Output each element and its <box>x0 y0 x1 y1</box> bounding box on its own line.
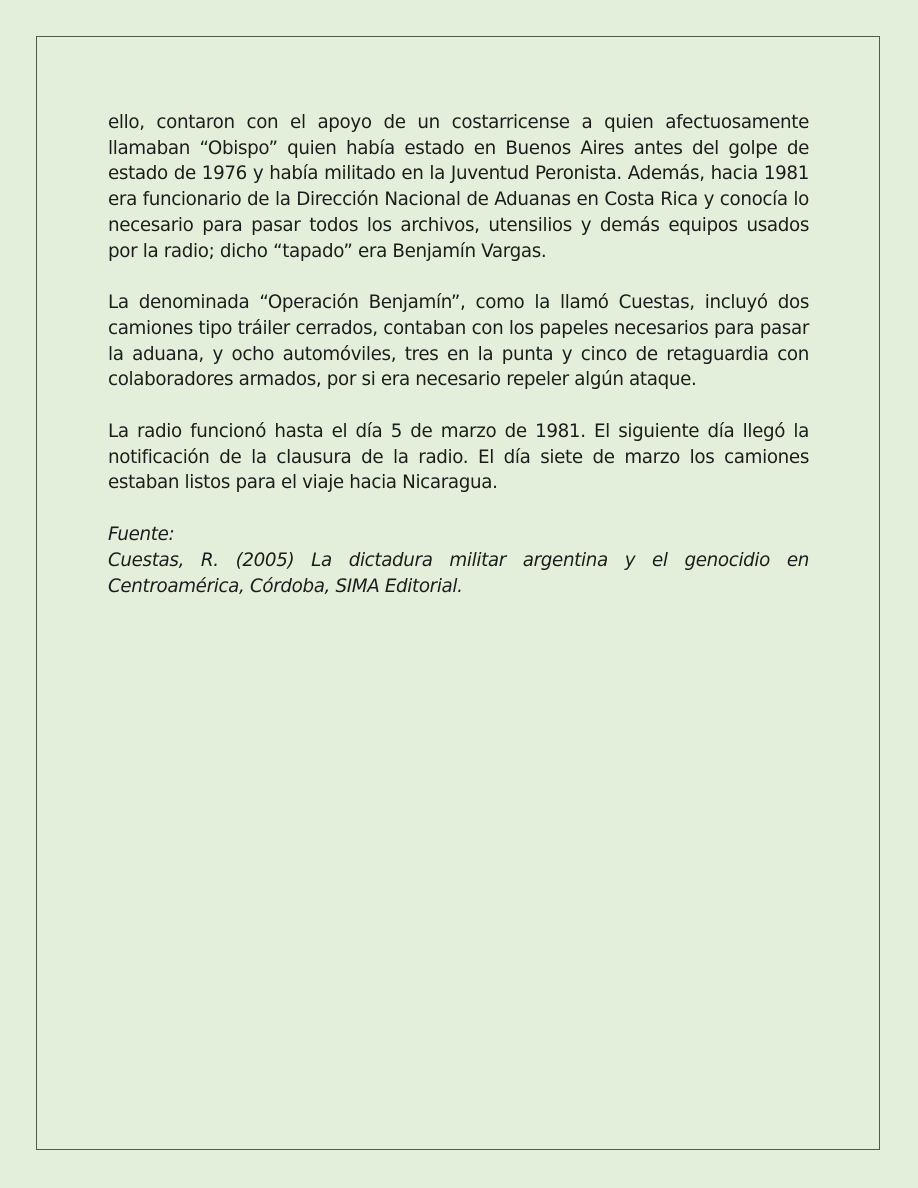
paragraph-2: La denominada “Operación Benjamín”, como la llamó Cuestas, incluyó dos camiones tipo tráiler cerrados, contaban con los papeles necesarios para pasar la aduana, y ocho automóviles, tres en la punta y cinco de retaguardia con colaboradores armados, por si era necesario repeler algún ataque. <box>108 292 809 391</box>
source-citation-block <box>108 522 809 599</box>
document-body <box>108 110 809 599</box>
source-citation: Cuestas, R. (2005) La dictadura militar argentina y el genocidio en Centroamérica, Córdoba, SIMA Editorial. <box>108 549 809 597</box>
paragraph-3: La radio funcionó hasta el día 5 de marzo de 1981. El siguiente día llegó la notificación de la clausura de la radio. El día siete de marzo los camiones estaban listos para el viaje hacia Nicaragua. <box>108 421 809 494</box>
source-label: Fuente: <box>108 524 175 546</box>
paragraph-1: ello, contaron con el apoyo de un costarricense a quien afectuosamente llamaban “Obispo” quien había estado en Buenos Aires antes del golpe de estado de 1976 y había militado en la Juventud Peronista. Además, hacia 1981 era funcionario de la Dirección Nacional de Aduanas en Costa Rica y conocía lo necesario para pasar todos los archivos, utensilios y demás equipos usados por la radio; dicho “tapado” era Benjamín Vargas. <box>108 112 809 262</box>
